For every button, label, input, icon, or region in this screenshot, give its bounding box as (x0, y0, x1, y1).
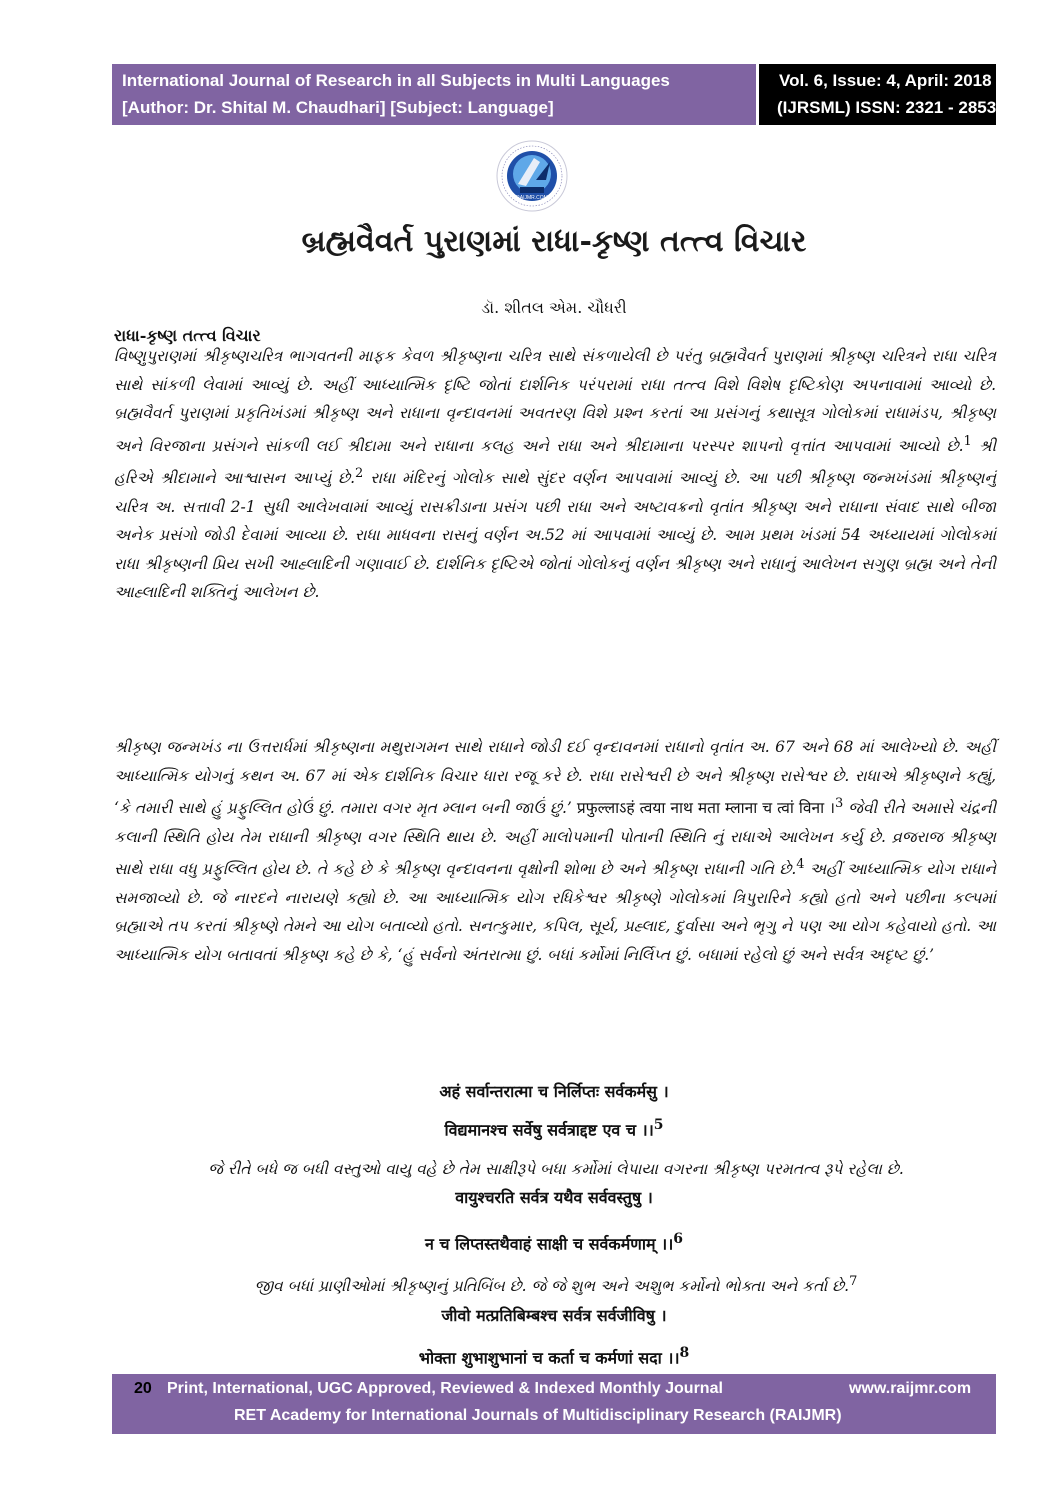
verse-3-line-1: जीवो मत्प्रतिबिम्बश्च सर्वत्र सर्वजीविषु । (441, 1306, 667, 1325)
footnote-ref-6: 6 (673, 1231, 684, 1247)
verse-2-line-1: वायुश्चरति सर्वत्र यथैव सर्ववस्तुषु । (455, 1188, 653, 1207)
gujarati-explanation-1: જે રીતે બધે જ બધી વસ્તુઓ વાયુ વહે છે તેમ સાક્ષીરૂપે બધા કર્મોમાં લેપાયા વગરના શ્રીકૃષ્ણ પરમતત્વ રૂપે રહેલા છે. (208, 1160, 904, 1178)
footnote-ref-8: 8 (679, 1345, 690, 1361)
footnote-ref-1: 1 (963, 433, 972, 449)
gujarati-explanation-2: જીવ બધાં પ્રાણીઓમાં શ્રીકૃષ્ણનું પ્રતિબિંબ છે. જે જે શુભ અને અશુભ કર્મોનો ભોક્તા અને કર્તા છે.$^7$ (254, 1274, 858, 1296)
footnote-ref-3: 3 (835, 796, 844, 811)
paragraph-2-text-a: શ્રીકૃષ્ણ જન્મખંડ ના ઉત્તરાર્ધમાં શ્રીકૃષ્ણના મથુરાગમન સાથે રાધાને જોડી દઈ વૃન્દાવનમાં રાધાનો વૃતાંત અ. 67 અને 68 માં આલેખ્યો છે. અહીં આધ્યાત્મિક યોગનું કથન અ. 67 માં એક દાર્શનિક વિચાર ધારા રજૂ કરે છે. રાધા રાસેશ્વરી છે અને શ્રીકૃષ્ણ રાસેશ્વર છે. રાધાએ શ્રીકૃષ્ણને કહ્યું, ‘કે તમારી સાથે હું પ્રફુલ્લિત હોઉં છું. તમારા વગર મૃત મ્લાન બની જાઉં છું.’ (114, 738, 996, 818)
footer-academy-line: RET Academy for International Journals of Multidisciplinary Research (RAIJMR) (234, 1407, 842, 1424)
verse-3-line-2: भोक्ता शुभाशुभानां च कर्ता च कर्मणां सदा ।।$^8$ (418, 1345, 690, 1368)
paragraph-1-text-a: વિષ્ણુપુરાણમાં શ્રીકૃષ્ણચરિત્ર ભાગવતની માફક કેવળ શ્રીકૃષ્ણના ચરિત્ર સાથે સંકળાયેલી છે પરંતુ બ્રહ્મવૈવર્ત પુરાણમાં શ્રીકૃષ્ણ ચરિત્રને રાધા ચરિત્ર સાથે સાંકળી લેવામાં આવ્યું છે. અહીં આધ્યાત્મિક દૃષ્ટિ જોતાં દાર્શનિક પરંપરામાં રાધા તત્ત્વ વિશે વિશેષ દૃષ્ટિકોણ અપનાવામાં આવ્યો છે. બ્રહ્મવૈવર્ત પુરાણમાં પ્રકૃતિખંડમાં શ્રીકૃષ્ણ અને રાધાના વૃન્દાવનમાં અવતરણ વિશે પ્રશ્ન કરતાં આ પ્રસંગનું કથાસૂત્ર ગોલોકમાં રાધામંડપ, શ્રીકૃષ્ણ અને વિરજાના પ્રસંગને સાંકળી લઈ શ્રીદામા અને રાધાના કલહ અને રાધા અને શ્રીદામાના પરસ્પર શાપનો વૃત્તાંત આપવામાં આવ્યો છે. (114, 347, 996, 455)
page-footer (112, 1374, 996, 1434)
footnote-ref-7: 7 (849, 1274, 858, 1289)
raijmr-logo-icon (496, 140, 568, 212)
verse-1-line-2: विद्यमानश्च सर्वेषु सर्वत्राद्दष्ट एव च ।।$^5$ (444, 1117, 664, 1140)
journal-name: International Journal of Research in all Subjects in Multi Languages (122, 71, 670, 90)
verse-2-line-2: न च लिप्तस्तथैवाहं साक्षी च सर्वकर्मणाम् ।।$^6$ (424, 1231, 684, 1254)
verse-1-line-1: अहं सर्वान्तरात्मा च निर्लिप्तः सर्वकर्मसु । (439, 1082, 669, 1101)
page-title: બ્રહ્મવૈવર્ત પુરાણમાં રાધા-કૃષ્ણ તત્ત્વ વિચાર (301, 224, 807, 259)
article-author: ડૉ. શીતલ એમ. ચૌધરી (481, 298, 627, 317)
footnote-ref-4: 4 (796, 857, 805, 873)
paragraph-1-text-c: રાધા મંદિરનું ગોલોક સાથે સુંદર વર્ણન આપવામાં આવ્યું છે. આ પછી શ્રીકૃષ્ણ જન્મખંડમાં શ્રીકૃષ્ણનું ચરિત્ર અ. સત્તાવી 2-1 સુધી આલેખવામાં આવ્યું રાસક્રીડાના પ્રસંગ પછી રાધા અને અષ્ટાવક્રનો વૃતાંત શ્રીકૃષ્ણ અને રાધાના સંવાદ સાથે બીજા અનેક પ્રસંગો જોડી દેવામાં આવ્યા છે. રાધા માધવના રાસનું વર્ણન અ.52 માં આપવામાં આવ્યું છે. આમ પ્રથમ ખંડમાં 54 અધ્યાયમાં ગોલોકમાં રાધા શ્રીકૃષ્ણની પ્રિય સખી આહ્લાદિની ગણાવાઈ છે. દાર્શનિક દૃષ્ટિએ જોતાં ગોલોકનું વર્ણન શ્રીકૃષ્ણ અને રાધાનું આલેખન સગુણ બ્રહ્મ અને તેની આહ્લાદિની શક્તિનું આલેખન છે. (114, 469, 996, 602)
footer-website-link[interactable]: www.raijmr.com (849, 1380, 972, 1397)
page-header (112, 64, 996, 125)
paragraph-2-text-b: જેવી રીતે અમાસે ચંદ્રની કલાની સ્થિતિ હોય તેમ રાધાની શ્રીકૃષ્ણ વગર સ્થિતિ થાય છે. અહીં માલોપમાની પોતાની સ્થિતિ નું રાધાએ આલેખન કર્યુ છે. વ્રજરાજ શ્રીકૃષ્ણ સાથે રાધા વધુ પ્રફુલ્લિત હોય છે. તે કહે છે કે શ્રીકૃષ્ણ વૃન્દાવનના વૃક્ષોની શોભા છે અને શ્રીકૃષ્ણ રાધાની ગતિ છે. (114, 799, 996, 879)
paragraph-1 (114, 342, 996, 607)
paragraph-2-text-c: અહીં આધ્યાત્મિક યોગ રાધાને સમજાવ્યો છે. જે નારદને નારાયણે કહ્યો છે. આ આધ્યાત્મિક યોગ રધિકેશ્વર શ્રીકૃષ્ણે ગોલોકમાં ત્રિપુરારિને કહ્યો હતો અને પછીના કલ્પમાં બ્રહ્માએ તપ કરતાં શ્રીકૃષ્ણે તેમને આ યોગ બતાવ્યો હતો. સનત્કુમાર, કપિલ, સૂર્ય, પ્રહ્લાદ, દુર્વાસા અને ભૃગુ ને પણ આ યોગ કહેવાયો હતો. આ આધ્યાત્મિક યોગ બતાવતાં શ્રીકૃષ્ણ કહે છે કે, ‘હું સર્વનો અંતરાત્મા છું. બધાં કર્મોમાં નિર્લિપ્ત છું. બધામાં રહેલો છું અને સર્વત્ર અદૃષ્ટ છું.’ (114, 860, 996, 964)
footnote-ref-5: 5 (653, 1117, 664, 1133)
page-number: 20 (134, 1380, 152, 1397)
header-right-band (759, 64, 996, 125)
header-left-band (112, 64, 756, 125)
svg-text:RAIJMR.COM: RAIJMR.COM (516, 195, 548, 201)
issn-info: (IJRSML) ISSN: 2321 - 2853 (777, 98, 997, 117)
footer-journal-line: Print, International, UGC Approved, Reviewed & Indexed Monthly Journal (167, 1380, 723, 1397)
footnote-ref-2: 2 (355, 466, 364, 482)
paragraph-2 (114, 733, 996, 969)
section-heading: રાધા-કૃષ્ણ તત્ત્વ વિચાર (114, 326, 261, 345)
paragraph-1-text-b: શ્રી હરિએ શ્રીદામાને આશ્વાસન આપ્યું છે. (114, 436, 997, 488)
sanskrit-quote: प्रफुल्लाऽहं त्वया नाथ मता म्लाना च त्वां विना । (576, 799, 836, 818)
author-subject: [Author: Dr. Shital M. Chaudhari] [Subject: Language] (122, 98, 554, 117)
volume-info: Vol. 6, Issue: 4, April: 2018 (779, 71, 992, 90)
